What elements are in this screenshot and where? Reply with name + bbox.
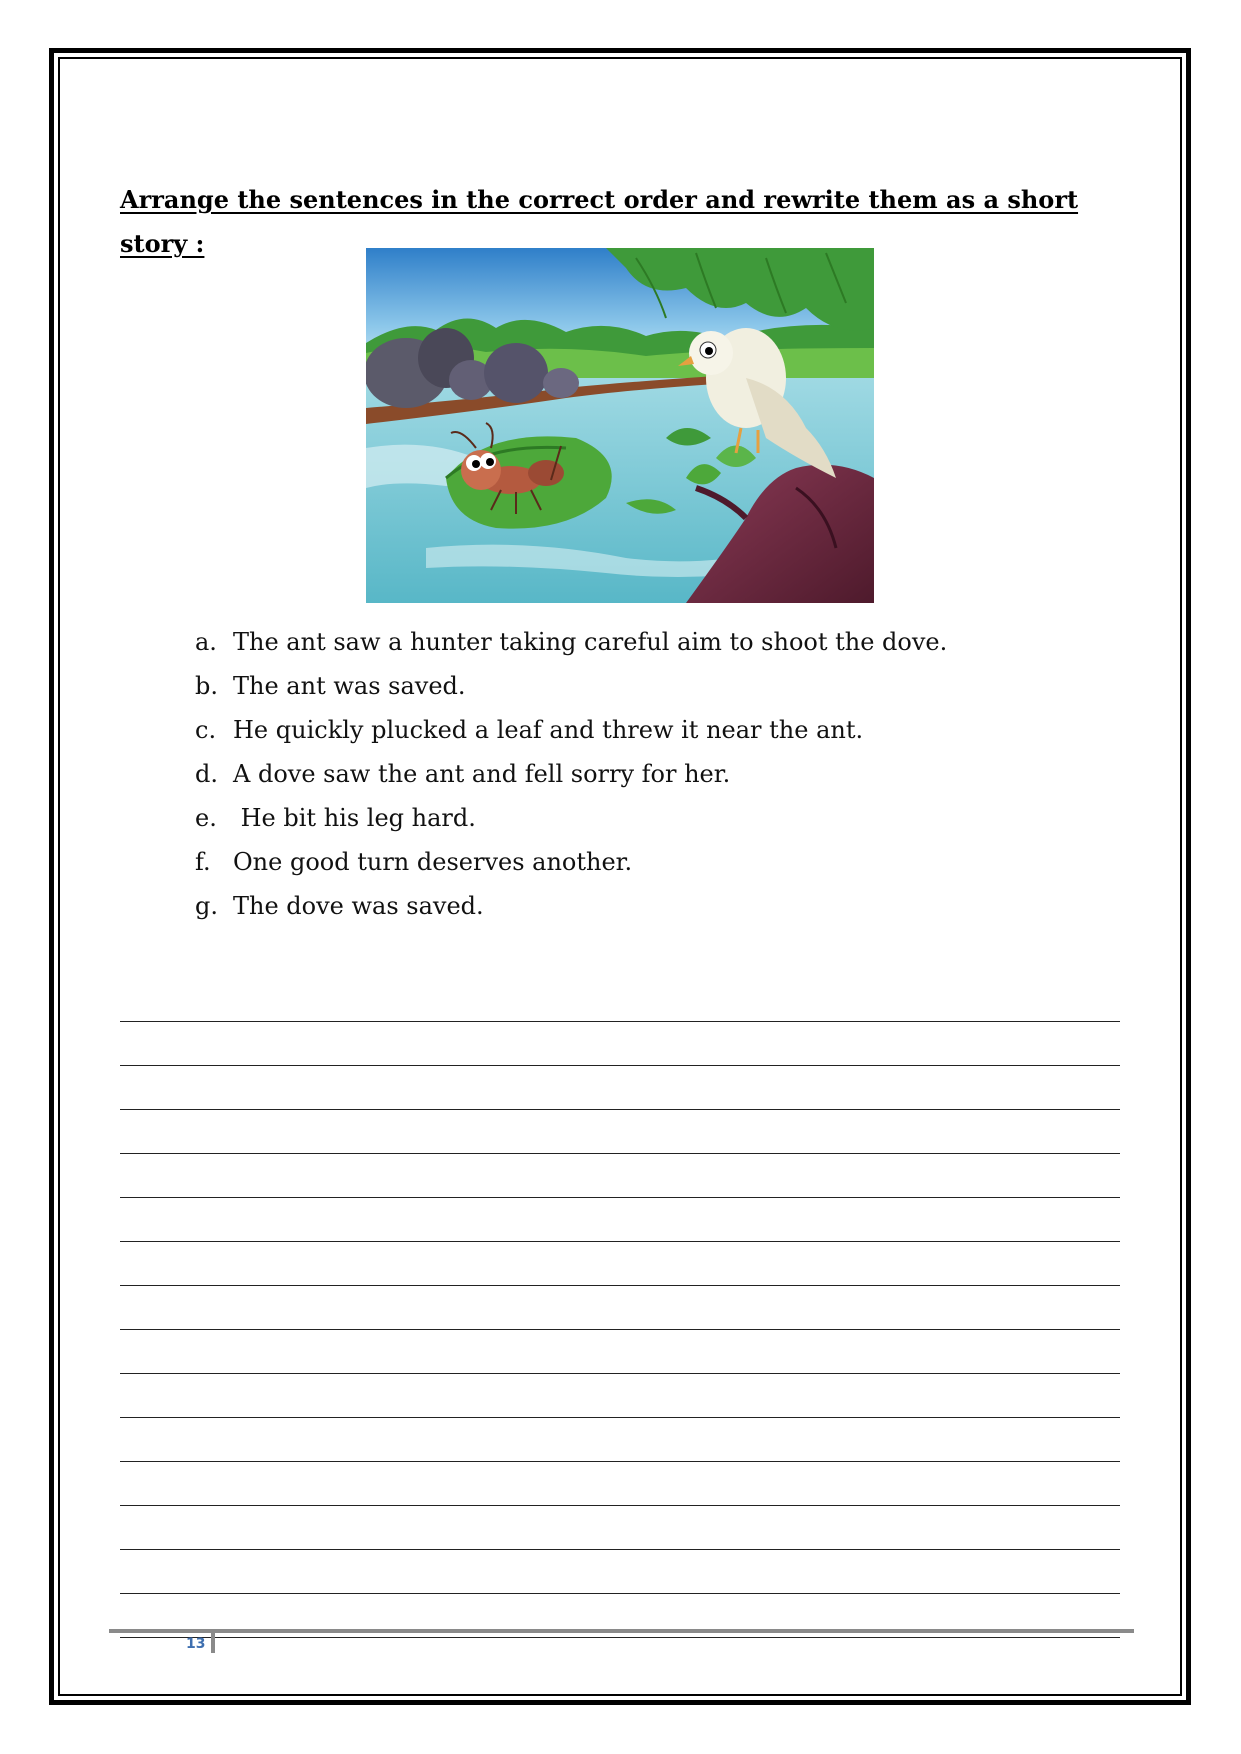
answer-writing-area[interactable] bbox=[120, 978, 1120, 1638]
sentence-letter: d. bbox=[195, 760, 218, 788]
sentence-letter: a. bbox=[195, 628, 217, 656]
sentence-text: He bit his leg hard. bbox=[233, 804, 476, 832]
answer-line[interactable] bbox=[120, 1110, 1120, 1154]
answer-line[interactable] bbox=[120, 1286, 1120, 1330]
answer-line[interactable] bbox=[120, 1418, 1120, 1462]
page-number-separator bbox=[211, 1631, 215, 1653]
answer-line[interactable] bbox=[120, 1330, 1120, 1374]
sentence-letter: g. bbox=[195, 892, 218, 920]
answer-line[interactable] bbox=[120, 1374, 1120, 1418]
answer-line[interactable] bbox=[120, 978, 1120, 1022]
sentence-item bbox=[195, 884, 947, 928]
sentence-item bbox=[195, 620, 947, 664]
answer-line[interactable] bbox=[120, 1242, 1120, 1286]
sentence-text: One good turn deserves another. bbox=[233, 848, 633, 876]
sentence-letter: f. bbox=[195, 848, 211, 876]
footer-rule bbox=[109, 1629, 1134, 1633]
sentence-text: The dove was saved. bbox=[233, 892, 484, 920]
sentence-item bbox=[195, 796, 947, 840]
sentence-item bbox=[195, 752, 947, 796]
answer-line[interactable] bbox=[120, 1550, 1120, 1594]
page-number: 13 bbox=[186, 1636, 206, 1652]
sentence-text: The ant was saved. bbox=[233, 672, 466, 700]
sentence-letter: c. bbox=[195, 716, 217, 744]
answer-line[interactable] bbox=[120, 1462, 1120, 1506]
sentence-letter: b. bbox=[195, 672, 218, 700]
sentence-letter: e. bbox=[195, 804, 217, 832]
answer-line[interactable] bbox=[120, 1154, 1120, 1198]
answer-line[interactable] bbox=[120, 1506, 1120, 1550]
sentence-text: The ant saw a hunter taking careful aim to shoot the dove. bbox=[233, 628, 948, 656]
sentence-list bbox=[195, 620, 947, 928]
ant-and-dove-illustration bbox=[366, 248, 874, 603]
answer-line[interactable] bbox=[120, 1066, 1120, 1110]
sentence-text: He quickly plucked a leaf and threw it near the ant. bbox=[233, 716, 864, 744]
instruction-heading: Arrange the sentences in the correct order and rewrite them as a short story : bbox=[120, 185, 1079, 258]
sentence-text: A dove saw the ant and fell sorry for her. bbox=[233, 760, 731, 788]
answer-line[interactable] bbox=[120, 1198, 1120, 1242]
answer-line[interactable] bbox=[120, 1022, 1120, 1066]
sentence-item bbox=[195, 664, 947, 708]
sentence-item bbox=[195, 840, 947, 884]
sentence-item bbox=[195, 708, 947, 752]
